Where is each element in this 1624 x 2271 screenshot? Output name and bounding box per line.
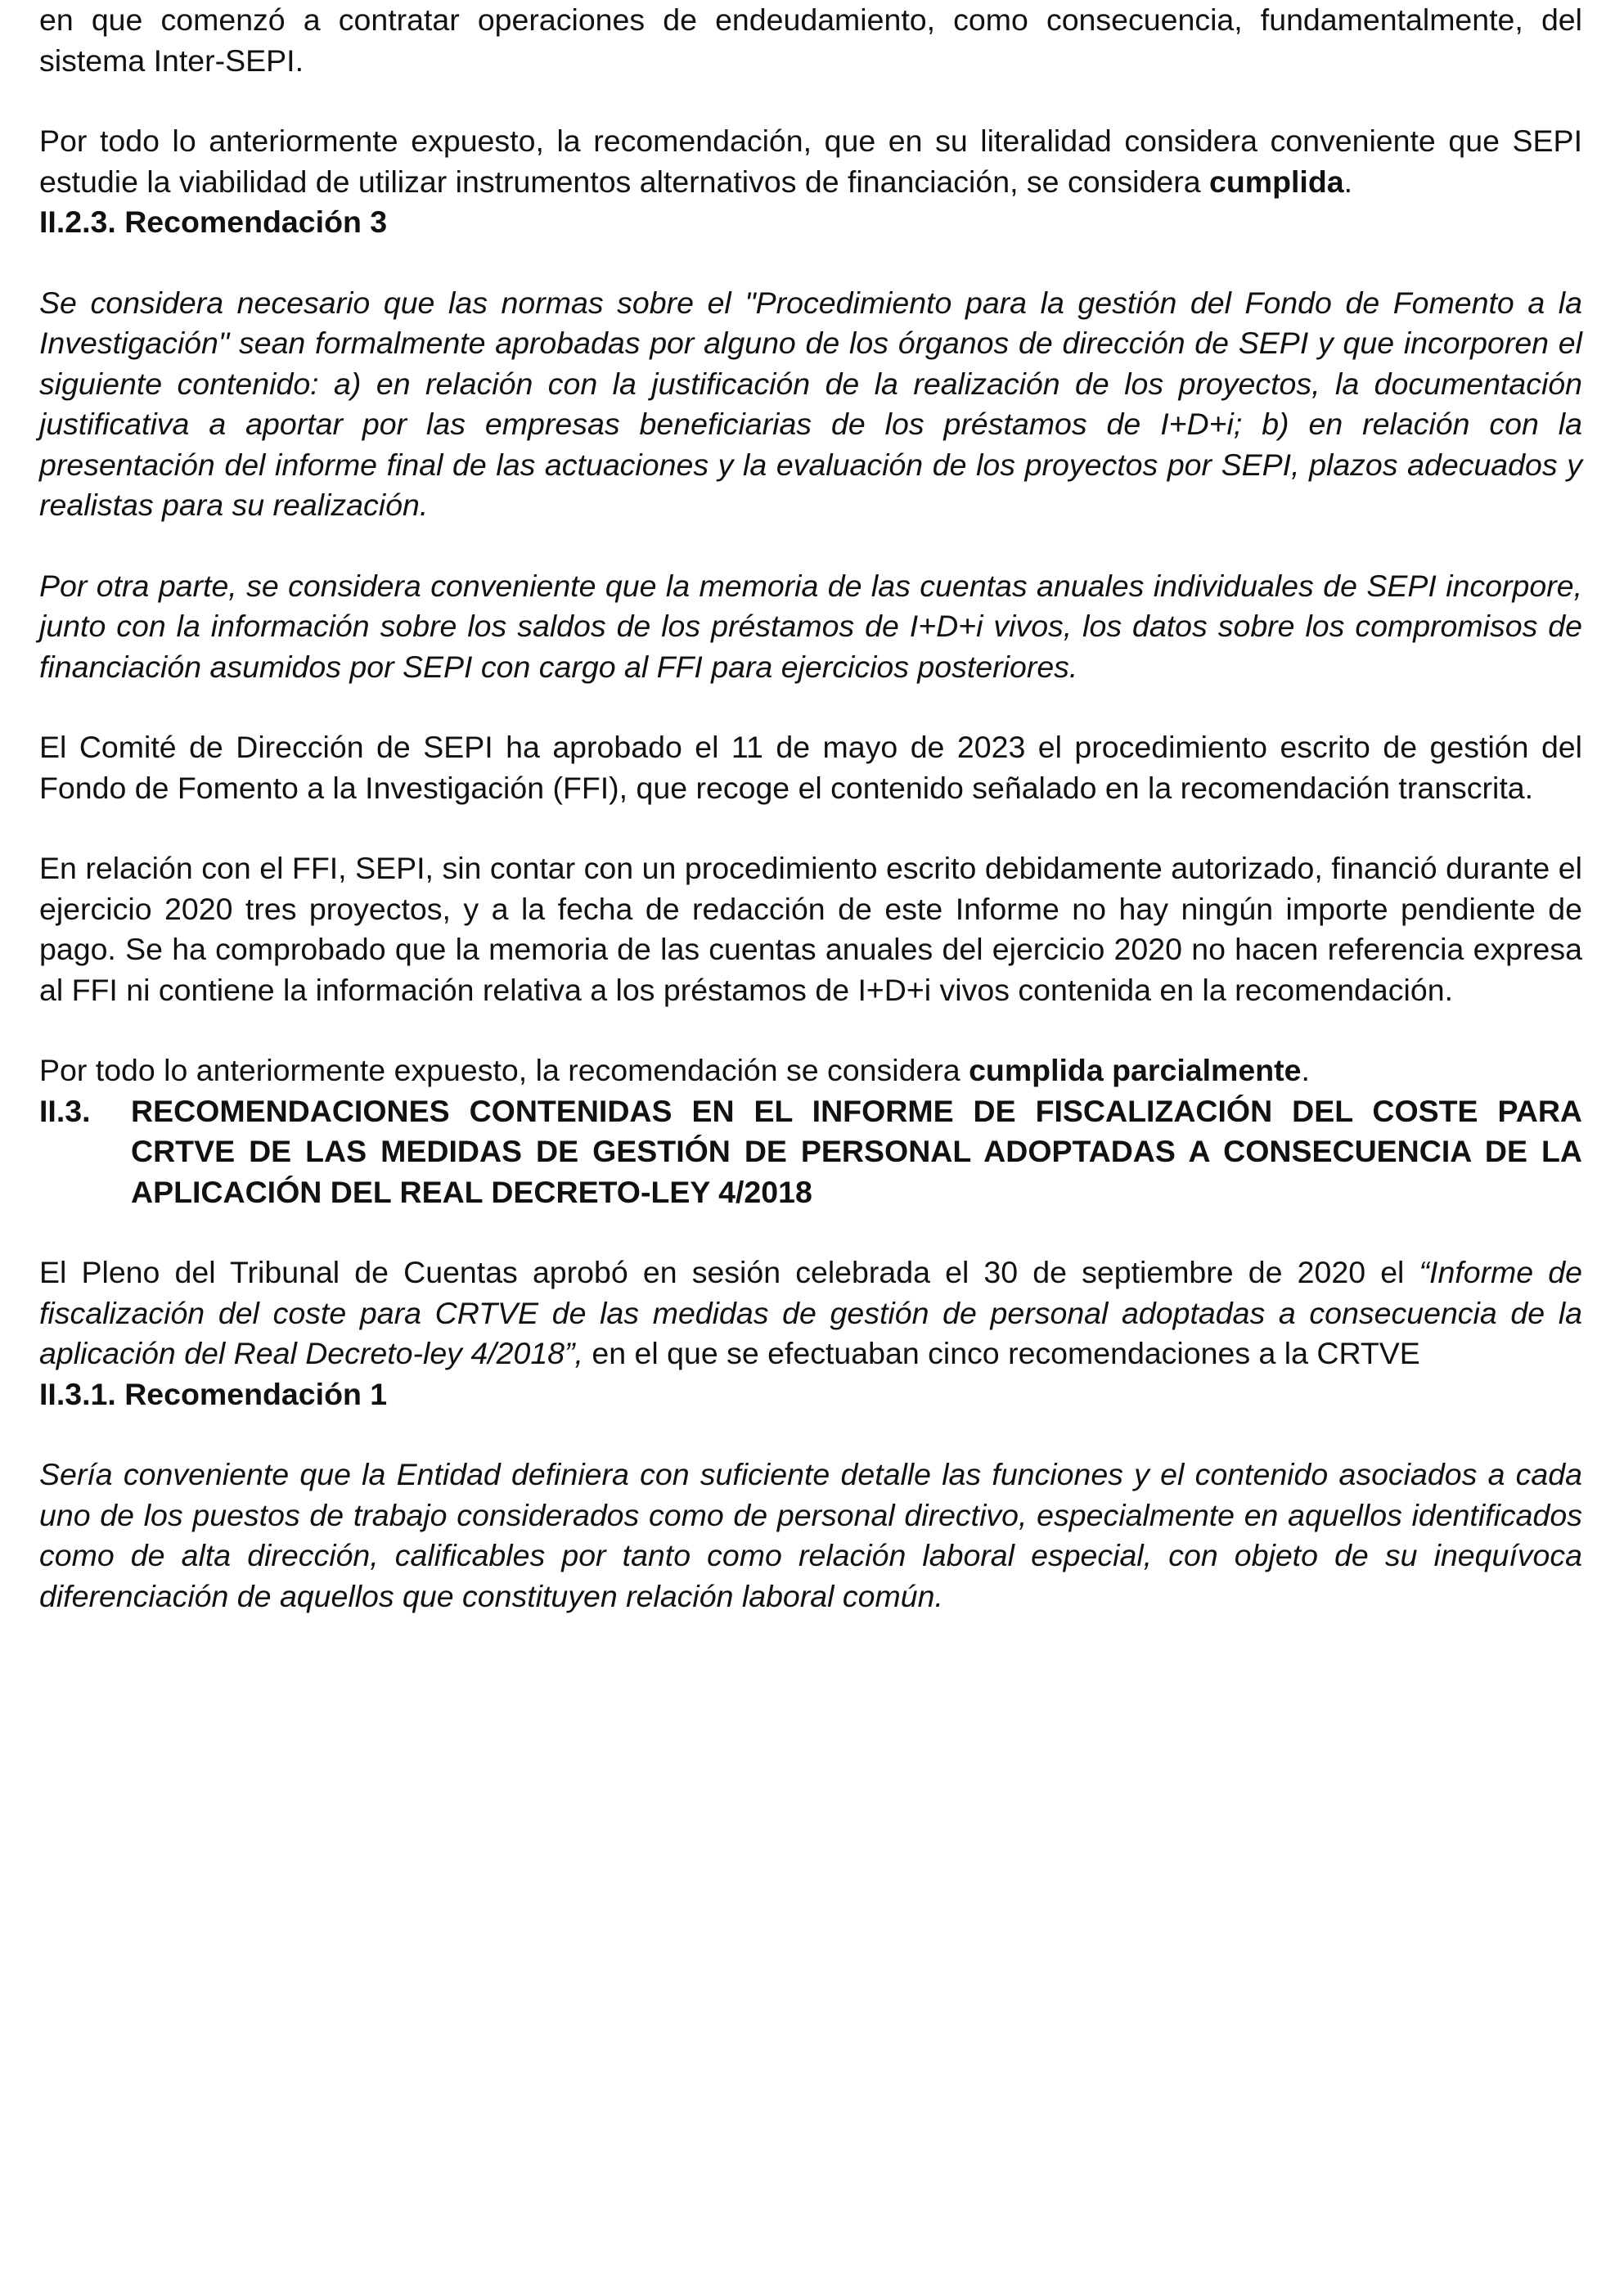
- paragraph-text: Por todo lo anteriormente expuesto, la recomendación, que en su literalidad considera conveniente que SEPI estudie la viabilidad de utilizar instrumentos alternativos de financiación, se considera: [39, 124, 1582, 199]
- section-heading-ii-3: [39, 1091, 1582, 1213]
- section-number: II.3.: [39, 1093, 91, 1128]
- document-page: [39, 0, 1582, 1617]
- recommendation-quote-1: Se considera necesario que las normas sobre el "Procedimiento para la gestión del Fondo de Fomento a la Investigación" sean formalmente aprobadas por alguno de los órganos de dirección de SEPI y que incorporen el siguiente contenido: a) en relación con la justificación de la realización de los proyectos, la documentación justificativa a aportar por las empresas beneficiarias de los préstamos de I+D+i; b) en relación con la presentación del informe final de las actuaciones y la evaluación de los proyectos por SEPI, plazos adecuados y realistas para su realización.: [39, 285, 1582, 522]
- heading-recomendacion-1: II.3.1. Recomendación 1: [39, 1376, 388, 1411]
- paragraph-text: .: [1301, 1053, 1310, 1087]
- paragraph-text: .: [1343, 164, 1353, 199]
- paragraph-intro: en que comenzó a contratar operaciones de endeudamiento, como consecuencia, fundamentalmente, del sistema Inter-SEPI.: [39, 2, 1582, 78]
- paragraph-ffi: En relación con el FFI, SEPI, sin contar con un procedimiento escrito debidamente autorizado, financió durante el ejercicio 2020 tres proyectos, y a la fecha de redacción de este Informe no hay ningún importe pendiente de pago. Se ha comprobado que la memoria de las cuentas anuales del ejercicio 2020 no hacen referencia expresa al FFI ni contiene la información relativa a los préstamos de I+D+i vivos contenida en la recomendación.: [39, 851, 1582, 1007]
- paragraph-pleno: [39, 1252, 1582, 1374]
- status-cumplida: cumplida: [1208, 164, 1344, 199]
- paragraph-conclusion-2-2: [39, 121, 1582, 202]
- paragraph-conclusion-2-3: [39, 1050, 1582, 1091]
- recommendation-quote-3: Sería conveniente que la Entidad definiera con suficiente detalle las funciones y el contenido asociados a cada uno de los puestos de trabajo considerados como de personal directivo, especialmente en aquellos identificados como de alta dirección, calificables por tanto como relación laboral especial, con objeto de su inequívoca diferenciación de aquellos que constituyen relación laboral común.: [39, 1457, 1582, 1613]
- recommendation-quote-2: Por otra parte, se considera conveniente que la memoria de las cuentas anuales individuales de SEPI incorpore, junto con la información sobre los saldos de los préstamos de I+D+i vivos, los datos sobre los compromisos de financiación asumidos por SEPI con cargo al FFI para ejercicios posteriores.: [39, 568, 1582, 684]
- status-cumplida-parcialmente: cumplida parcialmente: [969, 1053, 1302, 1087]
- heading-recomendacion-3: II.2.3. Recomendación 3: [39, 205, 388, 239]
- paragraph-text: El Pleno del Tribunal de Cuentas aprobó en sesión celebrada el 30 de septiembre de 2020 el: [39, 1255, 1419, 1289]
- report-title: “Informe de fiscalización del coste para CRTVE de las medidas de gestión de personal adoptadas a consecuencia de la aplicación del Real Decreto-ley 4/2018”,: [39, 1255, 1583, 1370]
- paragraph-comite: El Comité de Dirección de SEPI ha aprobado el 11 de mayo de 2023 el procedimiento escrito de gestión del Fondo de Fomento a la Investigación (FFI), que recoge el contenido señalado en la recomendación transcrita.: [39, 730, 1582, 805]
- paragraph-text: Por todo lo anteriormente expuesto, la recomendación se considera: [39, 1053, 969, 1087]
- section-title: RECOMENDACIONES CONTENIDAS EN EL INFORME DE FISCALIZACIÓN DEL COSTE PARA CRTVE DE LAS MEDIDAS DE GESTIÓN DE PERSONAL ADOPTADAS A CONSECUENCIA DE LA APLICACIÓN DEL REAL DECRETO-LEY 4/2018: [131, 1093, 1582, 1209]
- paragraph-text: en el que se efectuaban cinco recomendaciones a la CRTVE: [583, 1336, 1420, 1370]
